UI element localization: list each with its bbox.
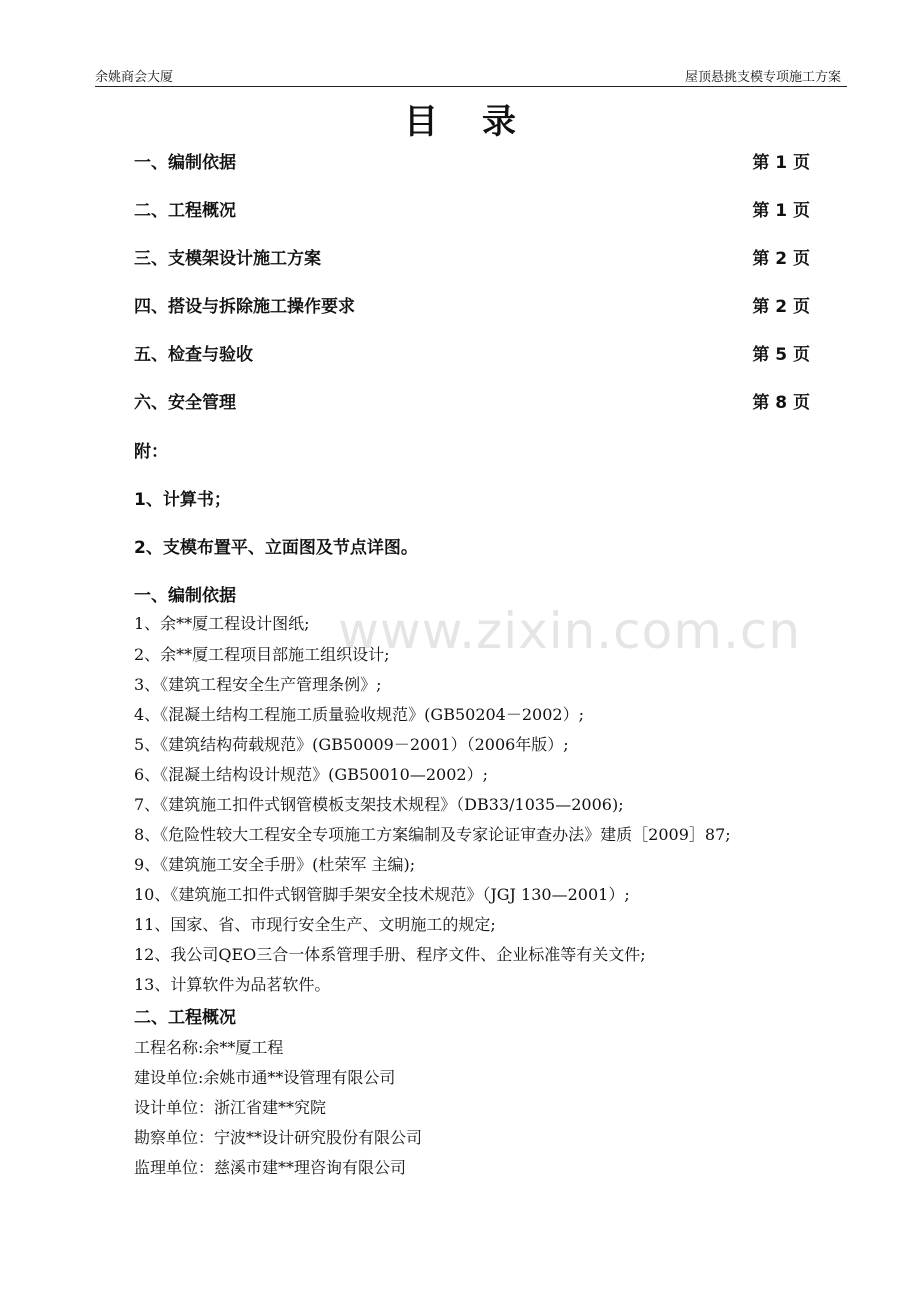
section-heading-basis: 一、编制依据 xyxy=(134,586,236,606)
basis-item: 2、余**厦工程项目部施工组织设计; xyxy=(134,645,390,664)
basis-item: 8、《危险性较大工程安全专项施工方案编制及专家论证审查办法》建质［2009］87; xyxy=(134,825,731,844)
appendix-label: 附： xyxy=(134,442,168,462)
page-header xyxy=(95,66,847,87)
toc-page: 第 2 页 xyxy=(752,249,810,269)
basis-item: 10、《建筑施工扣件式钢管脚手架安全技术规范》（JGJ 130—2001）; xyxy=(134,885,630,904)
header-document-name: 屋顶悬挑支模专项施工方案 xyxy=(684,70,841,85)
watermark: www.zixin.com.cn xyxy=(338,602,802,660)
toc-item-2 xyxy=(134,196,810,220)
toc-page: 第 1 页 xyxy=(752,201,810,221)
toc-page: 第 8 页 xyxy=(752,393,810,413)
basis-item: 6、《混凝土结构设计规范》(GB50010—2002）; xyxy=(134,765,488,784)
toc-page: 第 2 页 xyxy=(752,297,810,317)
appendix-item: 1、计算书； xyxy=(134,490,231,510)
page-title: 目录 xyxy=(404,102,560,142)
toc-item-1 xyxy=(134,148,810,172)
header-project-name: 余姚商会大厦 xyxy=(95,70,174,85)
basis-item: 11、国家、省、市现行安全生产、文明施工的规定; xyxy=(134,915,496,934)
basis-item: 13、计算软件为品茗软件。 xyxy=(134,975,331,994)
toc-item-5 xyxy=(134,340,810,364)
overview-item: 设计单位：浙江省建**究院 xyxy=(134,1098,327,1117)
overview-item: 建设单位:余姚市通**设管理有限公司 xyxy=(134,1068,396,1087)
toc-item-6 xyxy=(134,388,810,412)
basis-item: 7、《建筑施工扣件式钢管模板支架技术规程》（DB33/1035—2006); xyxy=(134,795,624,814)
toc-label: 四、搭设与拆除施工操作要求 xyxy=(134,297,355,317)
toc-item-3 xyxy=(134,244,810,268)
toc-label: 五、检查与验收 xyxy=(134,345,253,365)
toc-page: 第 1 页 xyxy=(752,153,810,173)
basis-item: 12、我公司QEO三合一体系管理手册、程序文件、企业标准等有关文件; xyxy=(134,945,646,964)
toc-item-4 xyxy=(134,292,810,316)
basis-item: 3、《建筑工程安全生产管理条例》; xyxy=(134,675,382,694)
overview-item: 监理单位：慈溪市建**理咨询有限公司 xyxy=(134,1158,407,1177)
toc-label: 六、安全管理 xyxy=(134,393,236,413)
appendix-item: 2、支模布置平、立面图及节点详图。 xyxy=(134,538,418,558)
toc-label: 二、工程概况 xyxy=(134,201,236,221)
toc-label: 一、编制依据 xyxy=(134,153,236,173)
basis-item: 9、《建筑施工安全手册》(杜荣军 主编); xyxy=(134,855,416,874)
section-heading-overview: 二、工程概况 xyxy=(134,1008,236,1028)
overview-item: 工程名称:余**厦工程 xyxy=(134,1038,284,1057)
toc-label: 三、支模架设计施工方案 xyxy=(134,249,321,269)
overview-item: 勘察单位：宁波**设计研究股份有限公司 xyxy=(134,1128,423,1147)
toc-page: 第 5 页 xyxy=(752,345,810,365)
basis-item: 4、《混凝土结构工程施工质量验收规范》(GB50204－2002）; xyxy=(134,705,584,724)
basis-item: 5、《建筑结构荷载规范》(GB50009－2001）（2006年版）; xyxy=(134,735,569,754)
basis-item: 1、余**厦工程设计图纸; xyxy=(134,614,310,633)
